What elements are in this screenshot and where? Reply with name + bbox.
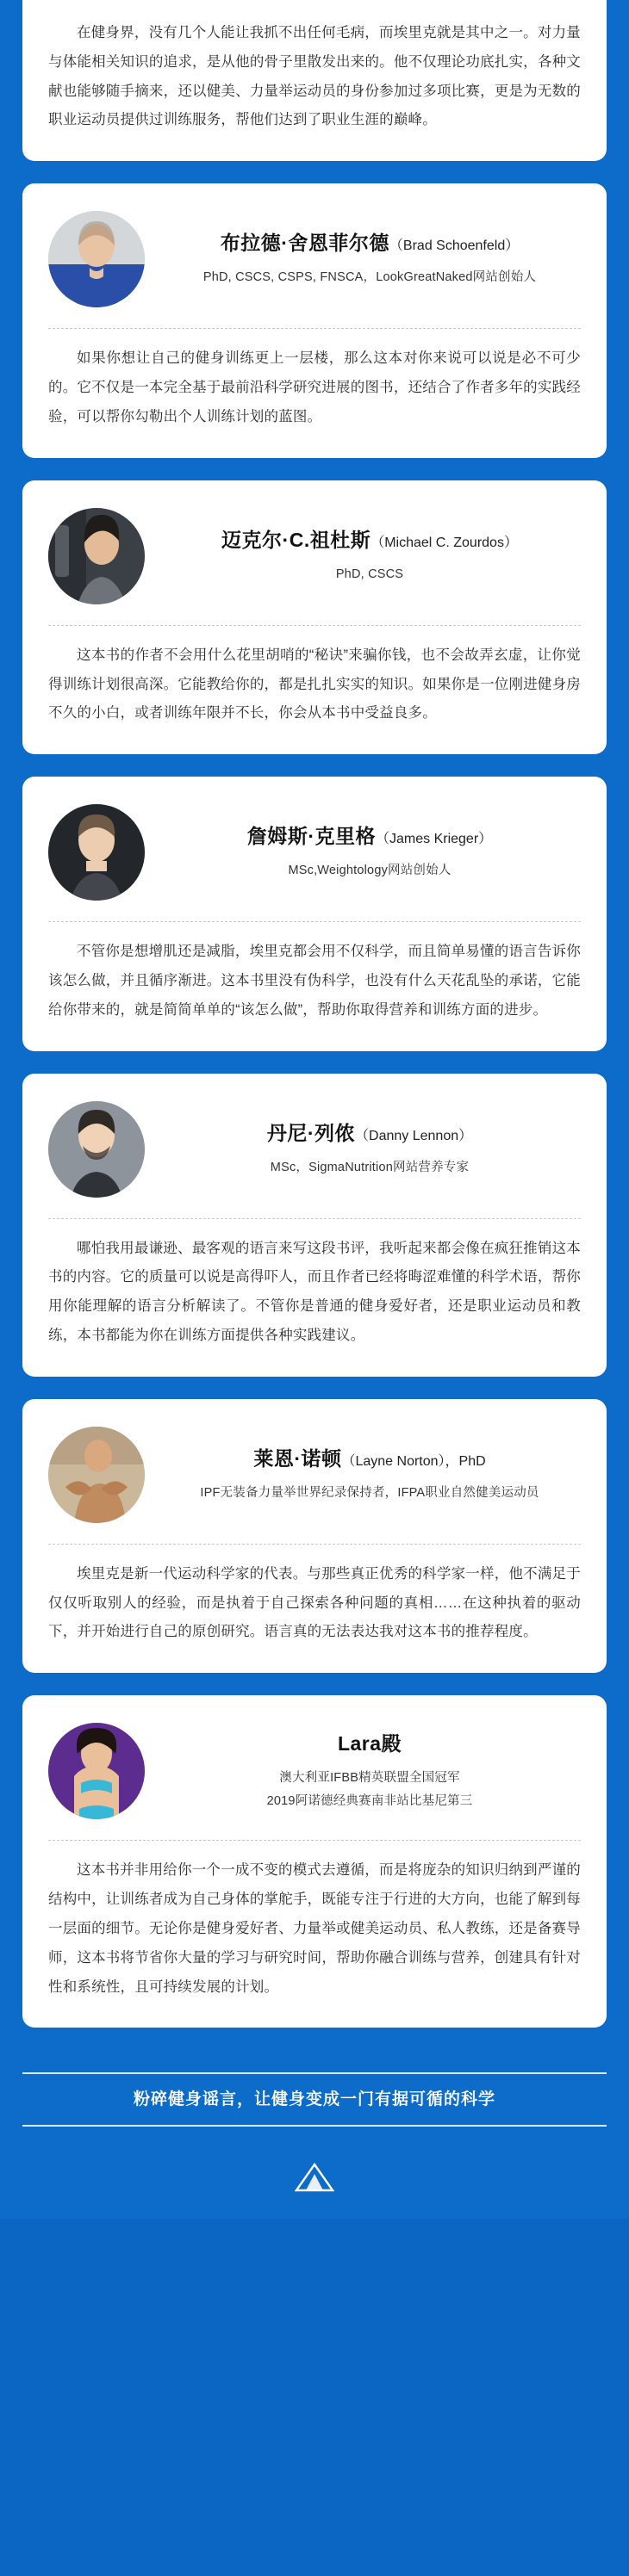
divider bbox=[48, 1840, 581, 1841]
endorsement-text: 如果你想让自己的健身训练更上一层楼，那么这本对你来说可以说是必不可少的。它不仅是一本完全基于最前沿科学研究进展的图书，还结合了作者多年的实践经验，可以帮你勾勒出个人训练计划的蓝图。 bbox=[48, 350, 581, 424]
person-header bbox=[48, 503, 581, 622]
person-title-line: IPF无装备力量举世界纪录保持者，IFPA职业自然健美运动员 bbox=[200, 1486, 539, 1501]
person-info bbox=[164, 1446, 581, 1504]
endorsement-card bbox=[22, 183, 607, 457]
person-name: 迈克尔·C.祖杜斯（Michael C. Zourdos） bbox=[221, 528, 518, 551]
person-info bbox=[164, 527, 581, 585]
person-info bbox=[164, 823, 581, 882]
endorsement-text: 这本书的作者不会用什么花里胡哨的“秘诀”来骗你钱，也不会故弄玄虚，让你觉得训练计划很高深。它能教给你的，都是扎扎实实的知识。如果你是一位刚进健身房不久的小白，或者训练年限并不长，你会从本书中受益良多。 bbox=[48, 647, 581, 721]
person-name: 詹姆斯·克里格（James Krieger） bbox=[246, 825, 493, 848]
avatar bbox=[48, 1101, 145, 1198]
divider bbox=[48, 625, 581, 626]
endorsement-text: 埃里克是新一代运动科学家的代表。与那些真正优秀的科学家一样，他不满足于仅仅听取别人的经验，而是执着于自己探索各种问题的真相……在这种执着的驱动下，并开始进行自己的原创研究。语言真的无法表达我对这本书的推荐程度。 bbox=[48, 1565, 581, 1640]
person-titles bbox=[164, 267, 576, 288]
endorsement-card bbox=[22, 1399, 607, 1673]
endorsement-card bbox=[22, 1695, 607, 2028]
person-name: Lara殿 bbox=[337, 1732, 402, 1756]
person-info bbox=[164, 1120, 581, 1179]
avatar bbox=[48, 1723, 145, 1819]
person-titles bbox=[164, 860, 576, 882]
avatar bbox=[48, 508, 145, 604]
footer-slogan: 粉碎健身谣言，让健身变成一门有据可循的科学 bbox=[22, 2072, 607, 2127]
avatar bbox=[48, 804, 145, 901]
person-title-line: PhD, CSCS, CSPS, FNSCA，LookGreatNaked网站创始人 bbox=[202, 270, 537, 285]
endorsement-card bbox=[22, 480, 607, 754]
footer bbox=[22, 2050, 607, 2154]
person-header bbox=[48, 799, 581, 918]
person-titles bbox=[164, 564, 576, 585]
person-name: 莱恩·诺顿（Layne Norton），PhD bbox=[253, 1446, 486, 1470]
intro-card bbox=[22, 0, 607, 161]
endorsement-text: 哪怕我用最谦逊、最客观的语言来写这段书评，我听起来都会像在疯狂推销这本书的内容。它的质量可以说是高得吓人，而且作者已经将晦涩难懂的科学术语，帮你用你能理解的语言分析解读了。不管你是普通的健身爱好者，还是职业运动员和教练，本书都能为你在训练方面提供各种实践建议。 bbox=[48, 1240, 581, 1343]
person-info bbox=[164, 230, 581, 288]
person-title-line: MSc,Weightology网站创始人 bbox=[288, 864, 452, 878]
divider bbox=[48, 328, 581, 329]
footer-logo bbox=[0, 2154, 629, 2219]
triangle-logo-icon bbox=[295, 2163, 334, 2192]
person-title-line: MSc，SigmaNutrition网站营养专家 bbox=[270, 1160, 470, 1174]
person-titles bbox=[164, 1157, 576, 1179]
person-header bbox=[48, 1096, 581, 1215]
divider bbox=[48, 921, 581, 922]
person-header bbox=[48, 1718, 581, 1836]
endorsement-card bbox=[22, 777, 607, 1050]
endorsement-card bbox=[22, 1074, 607, 1377]
person-title-line: 澳大利亚IFBB精英联盟全国冠军 bbox=[279, 1771, 460, 1786]
intro-paragraph: 在健身界，没有几个人能让我抓不出任何毛病，而埃里克就是其中之一。对力量与体能相关知识的追求，是从他的骨子里散发出来的。他不仅理论功底扎实，各种文献也能够随手摘来，还以健美、力量举运动员的身份参加过多项比赛，更是为无数的职业运动员提供过训练服务，帮他们达到了职业生涯的巅峰。 bbox=[48, 25, 581, 128]
person-header bbox=[48, 1421, 581, 1540]
divider bbox=[48, 1544, 581, 1545]
avatar bbox=[48, 1427, 145, 1523]
endorsement-text: 不管你是想增肌还是减脂，埃里克都会用不仅科学，而且简单易懂的语言告诉你该怎么做，并且循序渐进。这本书里没有伪科学，也没有什么天花乱坠的承诺，它能给你带来的，就是简简单单的“该怎么做”，帮助你取得营养和训练方面的进步。 bbox=[48, 944, 581, 1018]
person-name: 丹尼·列侬（Danny Lennon） bbox=[266, 1121, 473, 1144]
person-info bbox=[164, 1731, 581, 1811]
person-header bbox=[48, 206, 581, 325]
endorsement-text: 这本书并非用给你一个一成不变的模式去遵循，而是将庞杂的知识归纳到严谨的结构中，让训练者成为自己身体的掌舵手，既能专注于行进的大方向，也能了解到每一层面的细节。无论你是健身爱好者、力量举或健美运动员、私人教练，还是备赛导师，这本书将节省你大量的学习与研究时间，帮助你融合训练与营养，创建具有针对性和系统性，且可持续发展的计划。 bbox=[48, 1862, 581, 1995]
person-titles bbox=[164, 1483, 576, 1504]
person-title-line: 2019阿诺德经典赛南非站比基尼第三 bbox=[266, 1793, 473, 1808]
person-title-line: PhD, CSCS bbox=[335, 567, 404, 581]
person-name: 布拉德·舍恩菲尔德（Brad Schoenfeld） bbox=[220, 232, 520, 255]
person-titles bbox=[164, 1768, 576, 1811]
avatar bbox=[48, 211, 145, 307]
divider bbox=[48, 1218, 581, 1219]
